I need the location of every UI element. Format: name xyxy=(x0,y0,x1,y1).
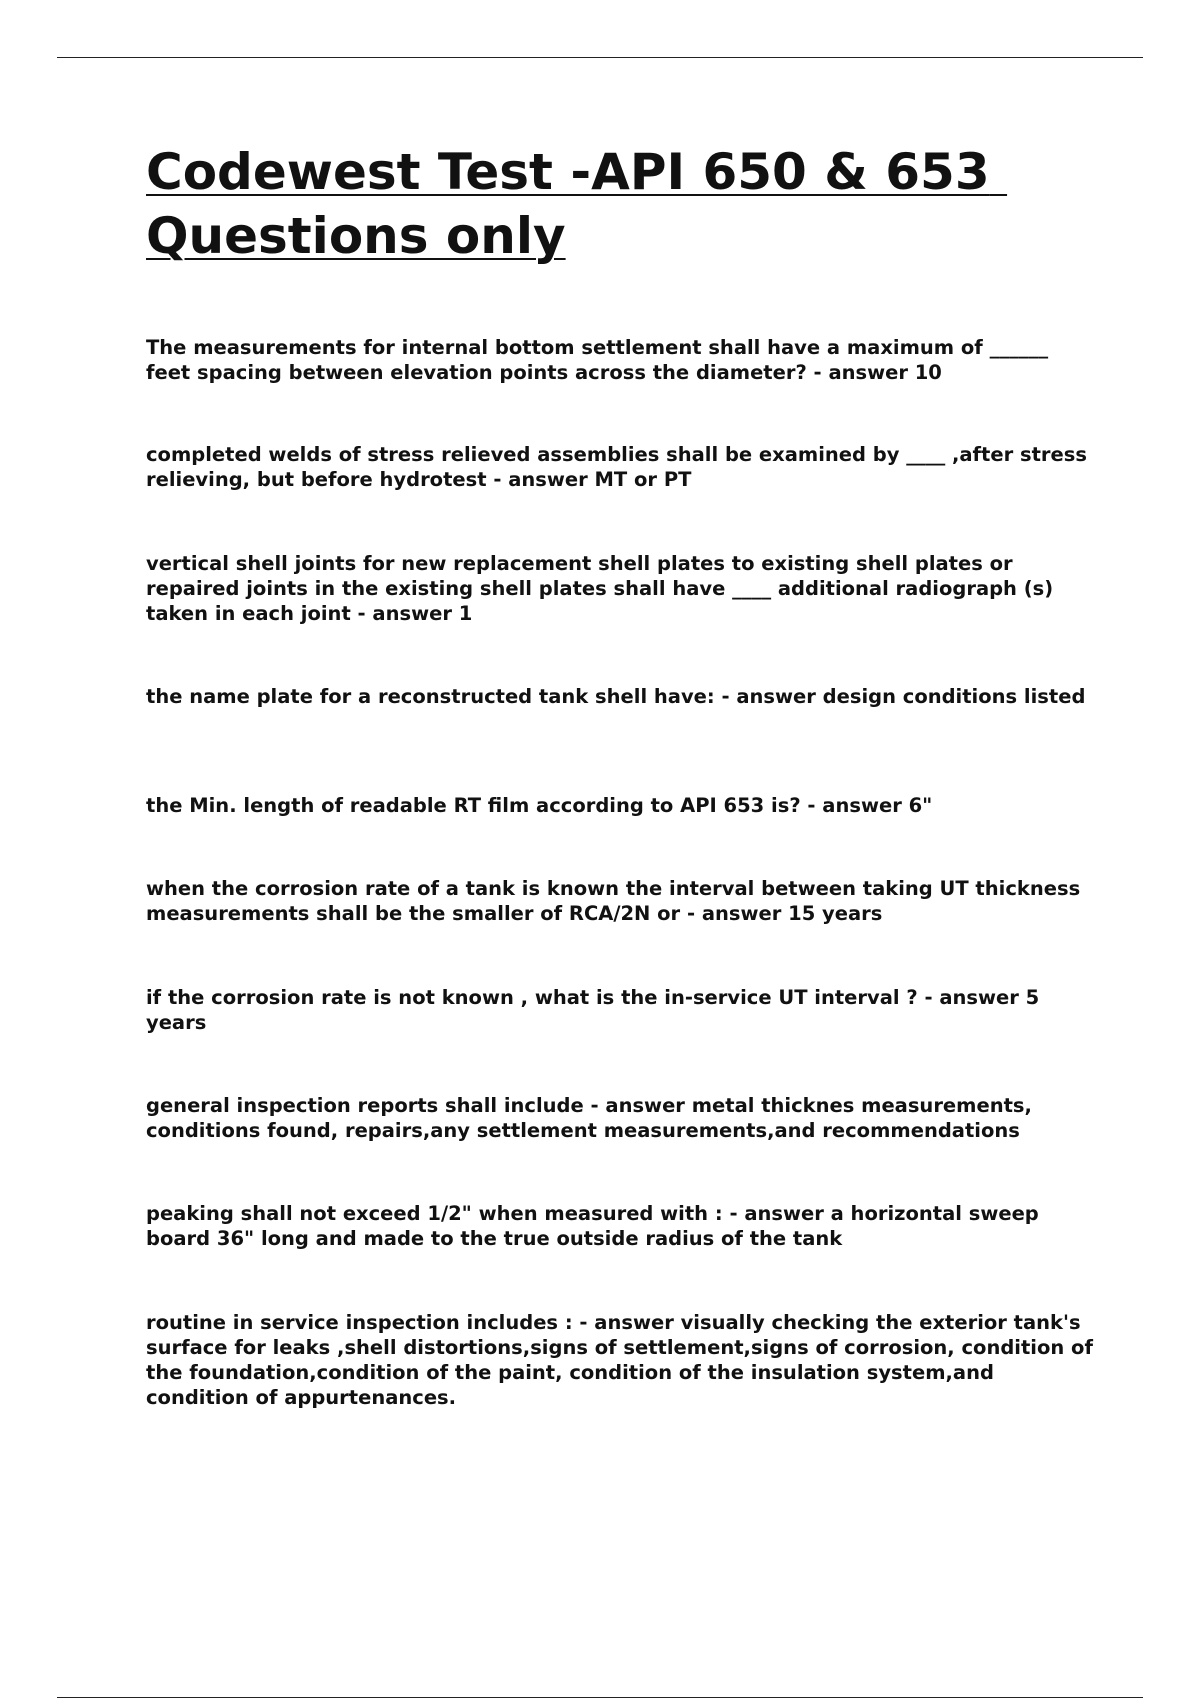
qa-item: peaking shall not exceed 1/2" when measured with : - answer a horizontal sweep board 36" long and made to the true outside radius of the tank xyxy=(146,1202,1046,1250)
page-title: Codewest Test -API 650 & 653 Questions only xyxy=(146,143,1008,265)
qa-item: vertical shell joints for new replacement shell plates to existing shell plates or repaired joints in the existing shell plates shall have ____ additional radiograph (s) taken in each joint - answer 1 xyxy=(146,552,1060,625)
qa-item: the Min. length of readable RT film according to API 653 is? - answer 6" xyxy=(146,794,933,817)
qa-item: routine in service inspection includes : - answer visually checking the exterior tank's surface for leaks ,shell distortions,signs of settlement,signs of corrosion, condition of the foundation,condition of the paint, condition of the insulation system,and condition of appurtenances. xyxy=(146,1311,1100,1409)
qa-item: completed welds of stress relieved assemblies shall be examined by ____ ,after stress relieving, but before hydrotest - answer MT or PT xyxy=(146,443,1094,491)
top-divider xyxy=(57,57,1143,58)
qa-item: the name plate for a reconstructed tank shell have: - answer design conditions listed xyxy=(146,685,1086,708)
qa-item: The measurements for internal bottom settlement shall have a maximum of ______ feet spacing between elevation points across the diameter? - answer 10 xyxy=(146,336,1055,384)
qa-item: when the corrosion rate of a tank is known the interval between taking UT thickness measurements shall be the smaller of RCA/2N or - answer 15 years xyxy=(146,877,1087,925)
qa-item: if the corrosion rate is not known , what is the in-service UT interval ? - answer 5 years xyxy=(146,986,1047,1034)
bottom-divider xyxy=(57,1697,1143,1698)
qa-item: general inspection reports shall include - answer metal thicknes measurements, conditions found, repairs,any settlement measurements,and recommendations xyxy=(146,1094,1039,1142)
